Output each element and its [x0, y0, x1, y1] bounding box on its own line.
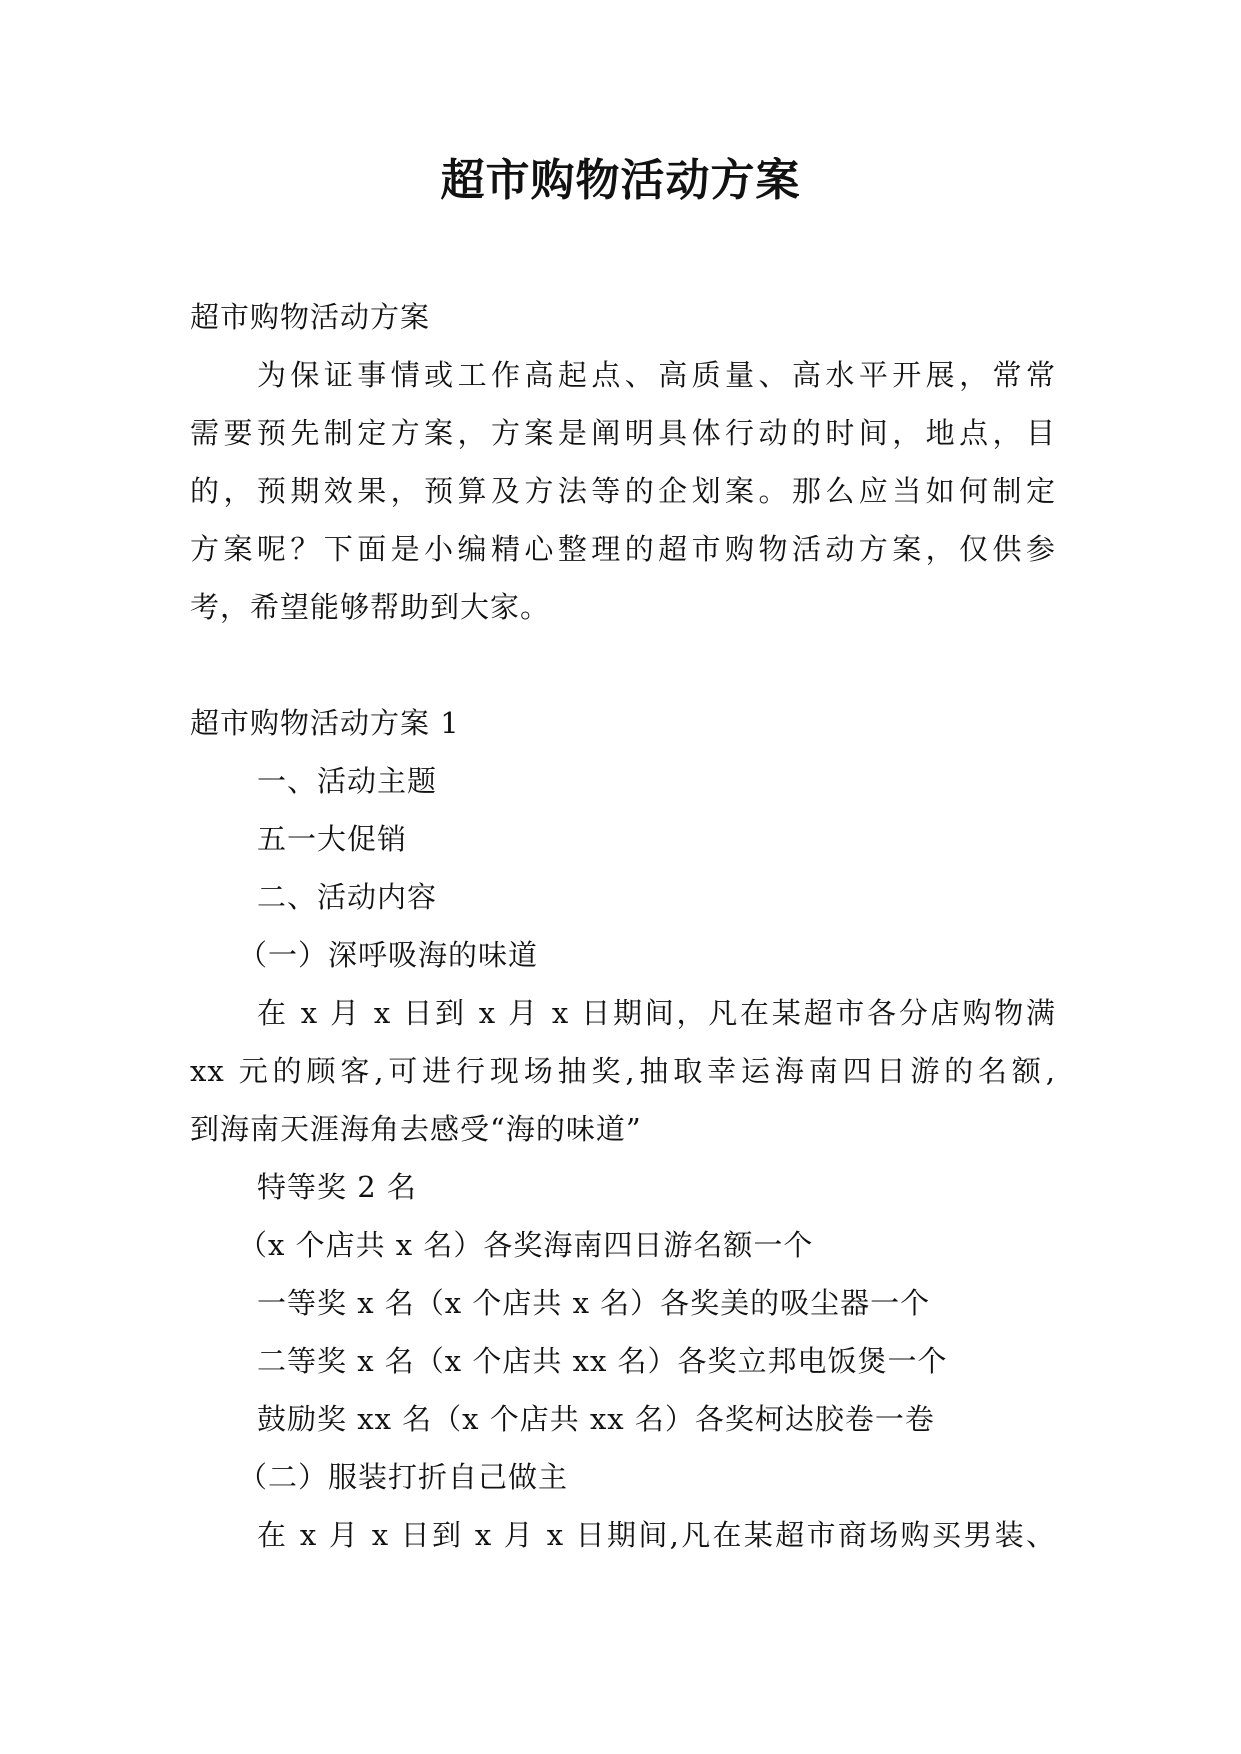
prize-second: 二等奖 x 名（x 个店共 xx 名）各奖立邦电饭煲一个 — [257, 1344, 948, 1378]
subheading-sea-flavor: （一）深呼吸海的味道 — [238, 938, 539, 972]
document-body — [190, 288, 1056, 1564]
subheading-clothing-discount: （二）服装打折自己做主 — [238, 1460, 569, 1494]
content-paragraph-line: xx 元的顾客,可进行现场抽奖,抽取幸运海南四日游的名额, — [190, 1054, 1056, 1088]
intro-paragraph-line: 的，预期效果，预算及方法等的企划案。那么应当如何制定 — [190, 474, 1056, 508]
paragraph-gap — [190, 636, 1056, 694]
prize-special-detail: （x 个店共 x 名）各奖海南四日游名额一个 — [238, 1228, 814, 1262]
activity-theme-text: 五一大促销 — [257, 822, 408, 856]
heading-activity-theme: 一、活动主题 — [257, 764, 438, 798]
heading-activity-content: 二、活动内容 — [257, 880, 438, 914]
content-paragraph-line: 在 x 月 x 日到 x 月 x 日期间,凡在某超市商场购买男装、 — [257, 1518, 1056, 1552]
document-title: 超市购物活动方案 — [440, 155, 801, 206]
prize-special: 特等奖 2 名 — [257, 1170, 417, 1204]
prize-encouragement: 鼓励奖 xx 名（x 个店共 xx 名）各奖柯达胶卷一卷 — [257, 1402, 935, 1436]
content-paragraph-line: 到海南天涯海角去感受“海的味道” — [190, 1112, 642, 1146]
intro-paragraph-line: 需要预先制定方案，方案是阐明具体行动的时间，地点，目 — [190, 416, 1056, 450]
prize-first: 一等奖 x 名（x 个店共 x 名）各奖美的吸尘器一个 — [257, 1286, 931, 1320]
section-heading: 超市购物活动方案 1 — [190, 706, 460, 740]
intro-paragraph-line: 方案呢？下面是小编精心整理的超市购物活动方案，仅供参 — [190, 532, 1056, 566]
intro-paragraph-line: 考，希望能够帮助到大家。 — [190, 590, 551, 624]
subtitle-line: 超市购物活动方案 — [190, 300, 431, 334]
intro-paragraph-line: 为保证事情或工作高起点、高质量、高水平开展，常常 — [257, 358, 1056, 392]
content-paragraph-line: 在 x 月 x 日到 x 月 x 日期间，凡在某超市各分店购物满 — [257, 996, 1056, 1030]
